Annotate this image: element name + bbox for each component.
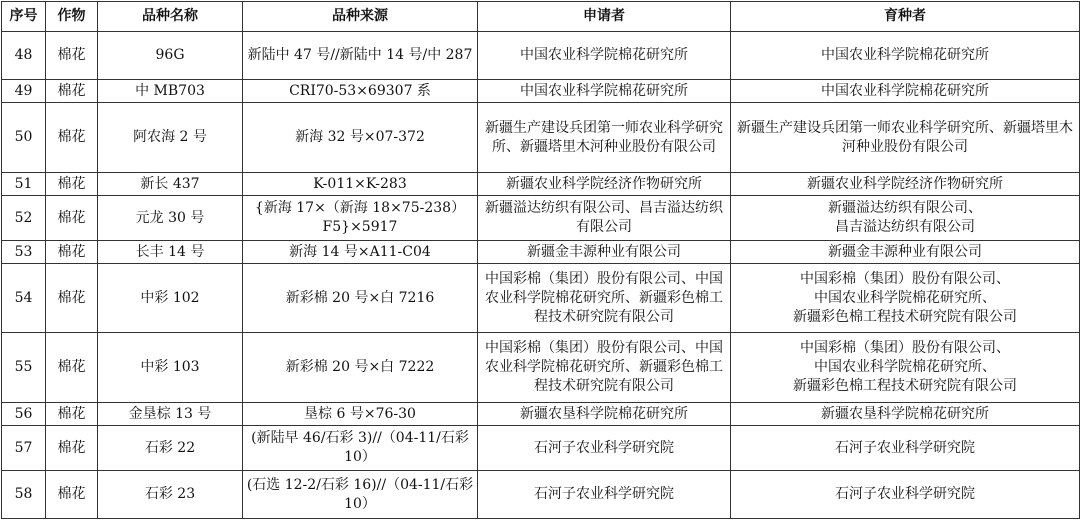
cell-num: 55	[2, 333, 46, 403]
header-variety-source: 品种来源	[243, 2, 478, 32]
cell-crop: 棉花	[46, 80, 98, 103]
cell-breeder: 新疆生产建设兵团第一师农业科学研究所、新疆塔里木河种业股份有限公司	[731, 103, 1080, 173]
cell-variety-name: 元龙 30 号	[98, 196, 243, 241]
header-num: 序号	[2, 2, 46, 32]
cell-crop: 棉花	[46, 426, 98, 471]
cell-breeder: 新疆农业科学院经济作物研究所	[731, 173, 1080, 196]
header-variety-name: 品种名称	[98, 2, 243, 32]
cell-crop: 棉花	[46, 264, 98, 333]
cell-crop: 棉花	[46, 471, 98, 519]
table-row	[2, 173, 1080, 196]
cell-applicant: 新疆生产建设兵团第一师农业科学研究所、新疆塔里木河种业股份有限公司	[478, 103, 731, 173]
cell-applicant: 新疆溢达纺织有限公司、昌吉溢达纺织有限公司	[478, 196, 731, 241]
table-body	[2, 32, 1080, 519]
cell-breeder: 中国彩棉（集团）股份有限公司、 中国农业科学院棉花研究所、 新疆彩色棉工程技术研究院有限公司	[731, 333, 1080, 403]
cell-applicant: 中国彩棉（集团）股份有限公司、中国农业科学院棉花研究所、新疆彩色棉工程技术研究院有限公司	[478, 264, 731, 333]
table-row	[2, 32, 1080, 80]
table-row	[2, 103, 1080, 173]
cell-variety-source: (石选 12-2/石彩 16)//（04-11/石彩 10）	[243, 471, 478, 519]
cell-breeder: 中国农业科学院棉花研究所	[731, 32, 1080, 80]
cell-num: 52	[2, 196, 46, 241]
cell-num: 56	[2, 403, 46, 426]
cell-applicant: 中国彩棉（集团）股份有限公司、中国农业科学院棉花研究所、新疆彩色棉工程技术研究院有限公司	[478, 333, 731, 403]
cell-num: 49	[2, 80, 46, 103]
cell-variety-source: 新彩棉 20 号×白 7222	[243, 333, 478, 403]
cell-variety-source: 新海 14 号×A11-C04	[243, 241, 478, 264]
cell-variety-name: 石彩 23	[98, 471, 243, 519]
header-applicant: 申请者	[478, 2, 731, 32]
cell-breeder: 石河子农业科学研究院	[731, 471, 1080, 519]
cell-variety-name: 中彩 103	[98, 333, 243, 403]
table-row	[2, 264, 1080, 333]
header-breeder: 育种者	[731, 2, 1080, 32]
cell-breeder: 中国彩棉（集团）股份有限公司、 中国农业科学院棉花研究所、 新疆彩色棉工程技术研究院有限公司	[731, 264, 1080, 333]
cell-applicant: 石河子农业科学研究院	[478, 426, 731, 471]
cell-num: 58	[2, 471, 46, 519]
cell-crop: 棉花	[46, 196, 98, 241]
table-row	[2, 196, 1080, 241]
cell-applicant: 中国农业科学院棉花研究所	[478, 80, 731, 103]
cell-breeder: 石河子农业科学研究院	[731, 426, 1080, 471]
header-row	[2, 2, 1080, 32]
cell-variety-source: 新海 32 号×07-372	[243, 103, 478, 173]
cell-variety-name: 新长 437	[98, 173, 243, 196]
cell-variety-source: 新陆中 47 号//新陆中 14 号/中 287	[243, 32, 478, 80]
table-row	[2, 403, 1080, 426]
cell-variety-name: 中 MB703	[98, 80, 243, 103]
cell-num: 54	[2, 264, 46, 333]
cell-crop: 棉花	[46, 241, 98, 264]
header-crop: 作物	[46, 2, 98, 32]
cell-applicant: 新疆农业科学院经济作物研究所	[478, 173, 731, 196]
table-row	[2, 471, 1080, 519]
cell-breeder: 新疆金丰源种业有限公司	[731, 241, 1080, 264]
cell-applicant: 新疆金丰源种业有限公司	[478, 241, 731, 264]
cell-num: 57	[2, 426, 46, 471]
variety-table	[1, 1, 1080, 519]
cell-variety-name: 96G	[98, 32, 243, 80]
table-row	[2, 80, 1080, 103]
cell-variety-name: 阿农海 2 号	[98, 103, 243, 173]
cell-crop: 棉花	[46, 333, 98, 403]
cell-variety-source: 新彩棉 20 号×白 7216	[243, 264, 478, 333]
table-row	[2, 426, 1080, 471]
cell-variety-name: 金垦棕 13 号	[98, 403, 243, 426]
cell-crop: 棉花	[46, 32, 98, 80]
cell-applicant: 石河子农业科学研究院	[478, 471, 731, 519]
cell-num: 53	[2, 241, 46, 264]
cell-applicant: 新疆农垦科学院棉花研究所	[478, 403, 731, 426]
table-row	[2, 241, 1080, 264]
cell-variety-source: {新海 17×（新海 18×75-238）F5}×5917	[243, 196, 478, 241]
table-row	[2, 333, 1080, 403]
cell-variety-source: (新陆早 46/石彩 3)//（04-11/石彩 10）	[243, 426, 478, 471]
cell-variety-source: 垦棕 6 号×76-30	[243, 403, 478, 426]
cell-crop: 棉花	[46, 173, 98, 196]
cell-variety-name: 长丰 14 号	[98, 241, 243, 264]
cell-breeder: 新疆农垦科学院棉花研究所	[731, 403, 1080, 426]
cell-breeder: 中国农业科学院棉花研究所	[731, 80, 1080, 103]
cell-num: 48	[2, 32, 46, 80]
cell-crop: 棉花	[46, 103, 98, 173]
cell-breeder: 新疆溢达纺织有限公司、 昌吉溢达纺织有限公司	[731, 196, 1080, 241]
cell-variety-name: 中彩 102	[98, 264, 243, 333]
cell-applicant: 中国农业科学院棉花研究所	[478, 32, 731, 80]
cell-num: 51	[2, 173, 46, 196]
cell-variety-source: CRI70-53×69307 系	[243, 80, 478, 103]
cell-crop: 棉花	[46, 403, 98, 426]
cell-variety-name: 石彩 22	[98, 426, 243, 471]
cell-variety-source: K-011×K-283	[243, 173, 478, 196]
cell-num: 50	[2, 103, 46, 173]
